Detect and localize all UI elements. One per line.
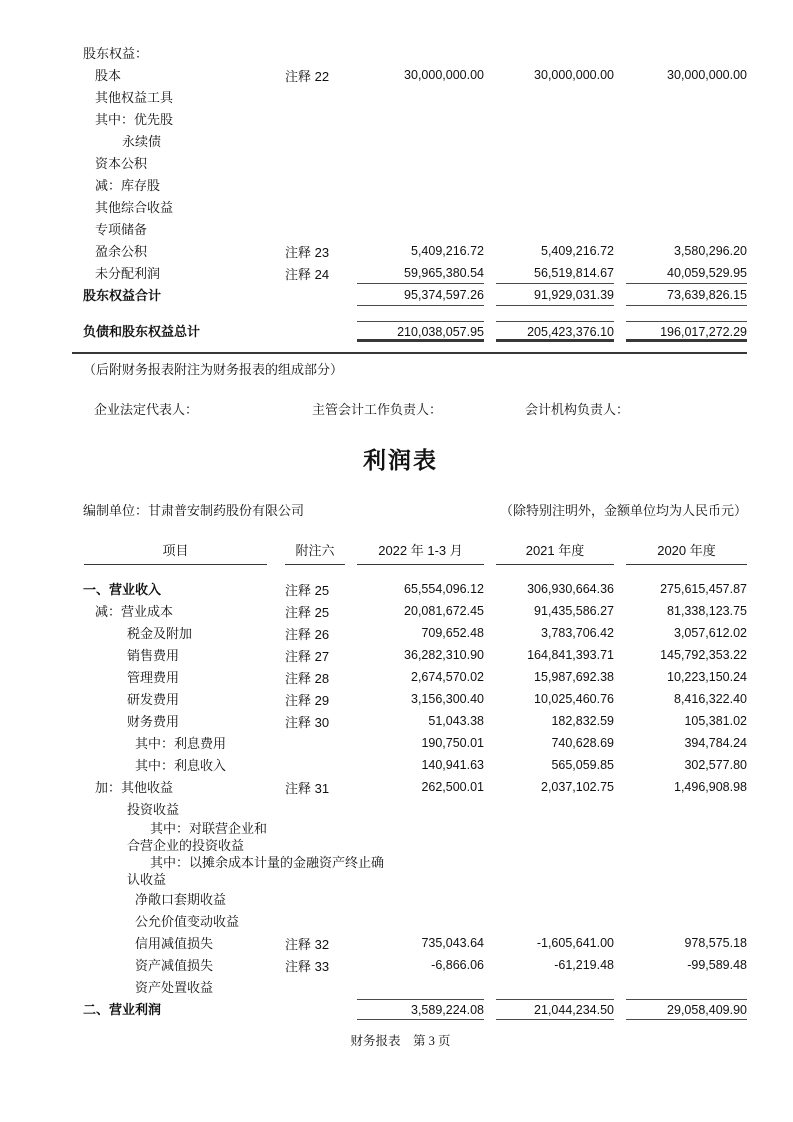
value-cell: 8,416,322.40	[674, 691, 747, 706]
table-row	[80, 565, 747, 600]
column-header-2021: 2021 年度	[496, 540, 614, 565]
value-cell: 51,043.38	[428, 713, 484, 728]
value-cell	[626, 43, 747, 64]
header-row	[80, 540, 747, 565]
value-cell: 21,044,234.50	[496, 999, 614, 1020]
value-cell: 190,750.01	[421, 735, 484, 750]
row-label: 其中：利息费用	[135, 735, 227, 751]
attachment-note: （后附财务报表附注为财务报表的组成部分）	[83, 362, 344, 377]
section-divider	[72, 352, 747, 354]
accounting-head-label: 会计机构负责人：	[525, 402, 630, 417]
row-label: 二、营业利润	[83, 1001, 162, 1017]
row-label: 资产减值损失	[135, 957, 214, 973]
value-cell: 5,409,216.72	[411, 243, 484, 258]
note-reference: 注释 29	[285, 692, 330, 708]
note-reference: 注释 30	[285, 714, 330, 730]
note-reference	[285, 820, 345, 854]
row-label: 永续债	[122, 133, 162, 149]
value-cell: 306,930,664.36	[527, 582, 614, 596]
value-cell: 36,282,310.90	[404, 647, 484, 662]
value-cell	[626, 131, 747, 152]
table-row	[80, 42, 747, 64]
value-cell: 302,577.80	[684, 757, 747, 772]
value-cell: 30,000,000.00	[667, 67, 747, 82]
note-reference	[285, 130, 345, 152]
value-cell: -1,605,641.00	[536, 935, 614, 950]
value-cell: 81,338,123.75	[667, 603, 747, 618]
value-cell	[357, 87, 484, 108]
equity-table	[80, 42, 747, 342]
value-cell: 15,987,692.38	[534, 669, 614, 684]
table-row	[80, 320, 747, 342]
value-cell	[626, 197, 747, 218]
value-cell	[357, 43, 484, 64]
note-reference	[285, 798, 345, 820]
note-reference	[285, 732, 345, 754]
value-cell	[496, 799, 614, 820]
table-row	[80, 732, 747, 754]
value-cell: 10,025,460.76	[534, 691, 614, 706]
note-reference	[285, 998, 345, 1020]
value-cell	[496, 175, 614, 196]
row-label: 信用减值损失	[135, 935, 214, 951]
value-cell	[496, 43, 614, 64]
value-cell	[496, 889, 614, 910]
value-cell: 740,628.69	[551, 735, 614, 750]
note-reference: 注释 22	[285, 68, 330, 84]
column-header-2022: 2022 年 1-3 月	[357, 540, 484, 565]
row-label: 其中：优先股	[95, 111, 174, 127]
table-row	[80, 152, 747, 174]
value-cell	[357, 153, 484, 174]
value-cell	[357, 219, 484, 240]
table-row	[80, 600, 747, 622]
table-row	[80, 130, 747, 152]
value-cell: 3,589,224.08	[357, 999, 484, 1020]
table-row	[80, 888, 747, 910]
value-cell: 210,038,057.95	[357, 321, 484, 342]
row-label: 股东权益：	[83, 45, 149, 61]
value-cell	[357, 131, 484, 152]
table-row	[80, 854, 747, 888]
value-cell: 196,017,272.29	[626, 321, 747, 342]
row-label: 研发费用	[127, 691, 180, 707]
value-cell: 3,057,612.02	[674, 625, 747, 640]
value-cell	[357, 175, 484, 196]
value-cell: 105,381.02	[684, 713, 747, 728]
value-cell	[357, 827, 484, 848]
value-cell: 10,223,150.24	[667, 669, 747, 684]
income-statement-table	[80, 540, 747, 1020]
column-header-note: 附注六	[285, 540, 345, 565]
value-cell: 40,059,529.95	[626, 263, 747, 284]
value-cell: 164,841,393.71	[527, 647, 614, 662]
table-row	[80, 954, 747, 976]
value-cell	[626, 219, 747, 240]
table-row	[80, 64, 747, 86]
row-label: 未分配利润	[95, 265, 161, 281]
value-cell: -6,866.06	[431, 957, 484, 972]
value-cell: 1,496,908.98	[674, 779, 747, 794]
value-cell	[496, 109, 614, 130]
spacer-row	[80, 306, 747, 320]
value-cell: 275,615,457.87	[660, 582, 747, 596]
row-label: 其他权益工具	[95, 89, 174, 105]
table-row	[80, 622, 747, 644]
value-cell: 73,639,826.15	[626, 285, 747, 306]
row-label: 其他综合收益	[95, 199, 174, 215]
row-label: 股东权益合计	[83, 287, 162, 303]
row-label: 股本	[95, 67, 122, 83]
row-label: 资产处置收益	[135, 979, 214, 995]
table-row	[80, 240, 747, 262]
table-row	[80, 754, 747, 776]
value-cell: 3,783,706.42	[541, 625, 614, 640]
note-reference	[285, 218, 345, 240]
value-cell	[496, 861, 614, 882]
row-label: 减：库存股	[95, 177, 161, 193]
value-cell: 65,554,096.12	[404, 582, 484, 596]
row-label-continued: 认收益	[127, 872, 167, 887]
note-reference	[285, 152, 345, 174]
note-reference	[285, 754, 345, 776]
value-cell: 140,941.63	[421, 757, 484, 772]
row-label: 管理费用	[127, 669, 180, 685]
row-label: 销售费用	[127, 647, 180, 663]
note-reference: 注释 31	[285, 780, 330, 796]
note-reference	[285, 888, 345, 910]
table-row	[80, 108, 747, 130]
value-cell	[357, 977, 484, 998]
row-label: 盈余公积	[95, 243, 148, 259]
value-cell: 2,037,102.75	[541, 779, 614, 794]
row-label: 投资收益	[127, 801, 180, 817]
value-cell	[496, 911, 614, 932]
value-cell	[357, 799, 484, 820]
value-cell: 30,000,000.00	[534, 67, 614, 82]
column-header-2020: 2020 年度	[626, 540, 747, 565]
column-header-item: 项目	[84, 540, 267, 565]
table-row	[80, 798, 747, 820]
note-reference: 注释 24	[285, 266, 330, 282]
table-row	[80, 688, 747, 710]
row-label-continued: 合营企业的投资收益	[127, 838, 245, 853]
value-cell	[357, 911, 484, 932]
note-reference	[285, 174, 345, 196]
value-cell: 394,784.24	[684, 735, 747, 750]
value-cell: 262,500.01	[421, 779, 484, 794]
chief-accountant-label: 主管会计工作负责人：	[312, 402, 443, 417]
row-label: 一、营业收入	[83, 582, 162, 597]
value-cell: -61,219.48	[554, 957, 614, 972]
table-row	[80, 666, 747, 688]
table-row	[80, 262, 747, 284]
row-label: 资本公积	[95, 155, 148, 171]
row-label: 净敞口套期收益	[135, 891, 227, 907]
value-cell	[626, 175, 747, 196]
value-cell	[626, 87, 747, 108]
prepared-by-row	[80, 502, 747, 520]
value-cell	[496, 977, 614, 998]
note-reference	[285, 320, 345, 342]
value-cell: -99,589.48	[687, 957, 747, 972]
row-label: 专项储备	[95, 221, 148, 237]
value-cell	[357, 109, 484, 130]
row-label: 财务费用	[127, 713, 180, 729]
value-cell: 2,674,570.02	[411, 669, 484, 684]
table-row	[80, 196, 747, 218]
note-reference: 注释 26	[285, 626, 330, 642]
note-reference: 注释 25	[285, 583, 330, 598]
row-label: 其中：对联营企业和	[150, 821, 268, 836]
row-label: 其中：以摊余成本计量的金融资产终止确	[150, 855, 385, 870]
value-cell: 30,000,000.00	[404, 67, 484, 82]
value-cell	[626, 799, 747, 820]
note-reference: 注释 33	[285, 958, 330, 974]
note-reference: 注释 23	[285, 244, 330, 260]
value-cell: 56,519,814.67	[496, 263, 614, 284]
table-row	[80, 174, 747, 196]
value-cell	[496, 153, 614, 174]
value-cell: 709,652.48	[421, 625, 484, 640]
value-cell: 3,580,296.20	[674, 243, 747, 258]
signature-row	[80, 401, 747, 419]
value-cell: 91,929,031.39	[496, 285, 614, 306]
value-cell	[496, 219, 614, 240]
value-cell: 205,423,376.10	[496, 321, 614, 342]
note-reference	[285, 196, 345, 218]
row-label: 负债和股东权益总计	[83, 323, 201, 339]
table-row	[80, 284, 747, 306]
value-cell	[496, 197, 614, 218]
note-reference	[285, 910, 345, 932]
note-reference	[285, 284, 345, 306]
row-label: 税金及附加	[127, 625, 193, 641]
value-cell	[496, 827, 614, 848]
value-cell	[626, 827, 747, 848]
row-label: 公允价值变动收益	[135, 913, 240, 929]
note-reference	[285, 108, 345, 130]
table-row	[80, 976, 747, 998]
value-cell	[496, 87, 614, 108]
value-cell: 735,043.64	[421, 935, 484, 950]
legal-representative-label: 企业法定代表人：	[94, 402, 199, 417]
currency-note: （除特别注明外，金额单位均为人民币元）	[499, 503, 747, 518]
note-reference: 注释 27	[285, 648, 330, 664]
value-cell: 182,832.59	[551, 713, 614, 728]
note-reference: 注释 25	[285, 604, 330, 620]
note-reference: 注释 28	[285, 670, 330, 686]
value-cell	[357, 889, 484, 910]
value-cell: 95,374,597.26	[357, 285, 484, 306]
prepared-by: 编制单位：甘肃普安制药股份有限公司	[83, 503, 305, 518]
row-label: 减：营业成本	[95, 603, 174, 619]
value-cell: 29,058,409.90	[626, 999, 747, 1020]
note-reference	[285, 976, 345, 998]
value-cell: 3,156,300.40	[411, 691, 484, 706]
value-cell: 978,575.18	[684, 935, 747, 950]
value-cell	[357, 197, 484, 218]
value-cell	[626, 911, 747, 932]
value-cell: 565,059.85	[551, 757, 614, 772]
table-row	[80, 218, 747, 240]
value-cell: 20,081,672.45	[404, 603, 484, 618]
row-label: 其中：利息收入	[135, 757, 227, 773]
value-cell	[626, 109, 747, 130]
value-cell	[626, 153, 747, 174]
value-cell	[626, 977, 747, 998]
value-cell	[626, 861, 747, 882]
value-cell: 91,435,586.27	[534, 603, 614, 618]
table-row	[80, 644, 747, 666]
table-row	[80, 998, 747, 1020]
table-row	[80, 910, 747, 932]
table-row	[80, 86, 747, 108]
note-reference: 注释 32	[285, 936, 330, 952]
table-row	[80, 776, 747, 798]
table-row	[80, 820, 747, 854]
row-label: 加：其他收益	[95, 779, 174, 795]
note-reference	[285, 86, 345, 108]
value-cell: 145,792,353.22	[660, 647, 747, 662]
page-footer: 财务报表 第 3 页	[350, 1034, 451, 1048]
table-row	[80, 710, 747, 732]
value-cell: 5,409,216.72	[541, 243, 614, 258]
value-cell	[496, 131, 614, 152]
table-row	[80, 932, 747, 954]
value-cell	[626, 889, 747, 910]
value-cell: 59,965,380.54	[357, 263, 484, 284]
note-reference	[285, 42, 345, 64]
income-statement-title: 利润表	[363, 447, 438, 473]
